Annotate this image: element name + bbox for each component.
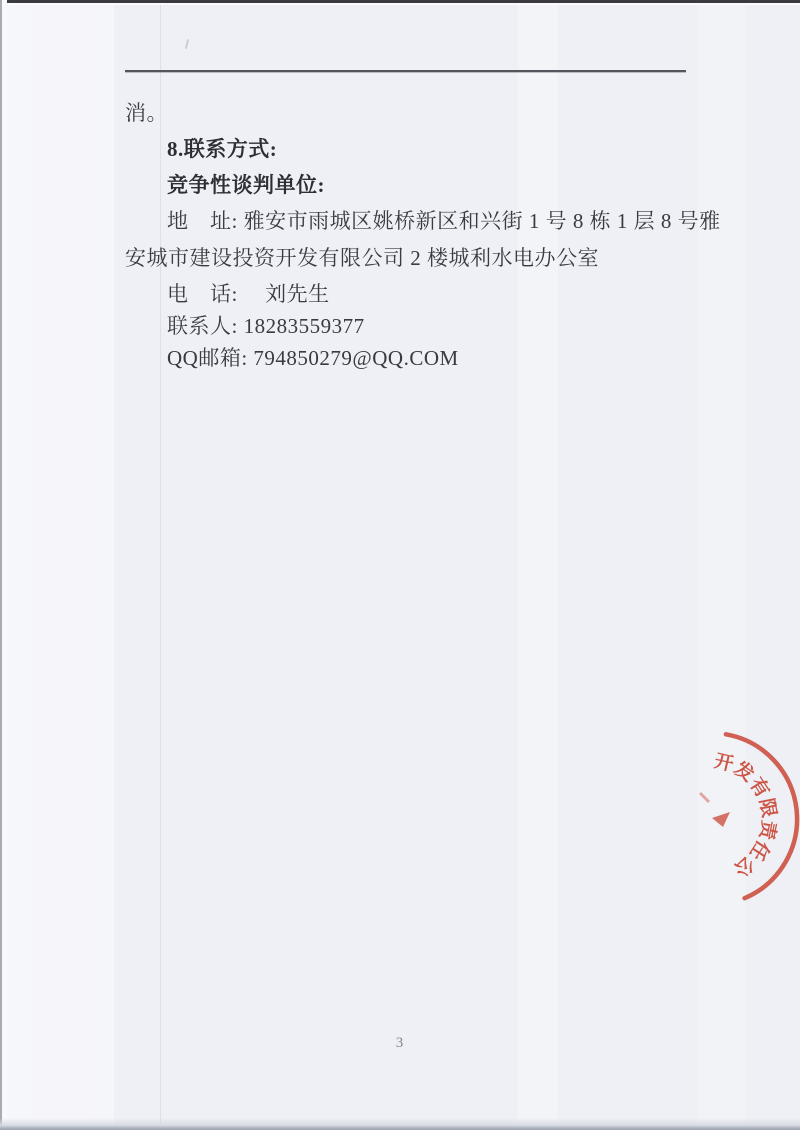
qq-email-line: QQ邮箱: 794850279@QQ.COM (167, 346, 459, 370)
heading-negotiation-unit: 竞争性谈判单位: (167, 173, 325, 197)
faint-mark (185, 39, 189, 49)
header-divider-line (125, 70, 686, 72)
scan-edge-left-light (2, 0, 7, 1130)
contact-person-line: 联系人: 18283559377 (167, 314, 365, 338)
paragraph-end-line: 消。 (125, 101, 168, 125)
seal-ink-smudge (700, 793, 709, 802)
seal-char: 责 (754, 818, 780, 842)
scan-band (0, 0, 114, 1130)
scan-edge-bottom-shadow (0, 1118, 800, 1126)
address-line-2: 安城市建设投资开发有限公司 2 楼城利水电办公室 (125, 246, 599, 270)
seal-char: 发 (729, 758, 758, 787)
phone-line: 电 话: 刘先生 (167, 282, 330, 306)
seal-star-point (712, 812, 730, 827)
scan-band (698, 0, 746, 1130)
scan-edge-top-light (0, 3, 800, 5)
seal-char: 公 (729, 851, 758, 880)
seal-char: 任 (744, 836, 773, 864)
address-line-1: 地 址: 雅安市雨城区姚桥新区和兴街 1 号 8 栋 1 层 8 号雅 (167, 209, 721, 233)
scan-band-edge (160, 0, 161, 1130)
scan-edge-bottom (0, 1126, 800, 1130)
seal-char: 开 (712, 750, 736, 776)
heading-contact-method: 8.联系方式: (167, 137, 278, 161)
page-number: 3 (395, 1035, 405, 1051)
scan-band (518, 0, 558, 1130)
seal-char: 有 (744, 774, 773, 802)
seal-char: 限 (754, 796, 780, 820)
company-seal (612, 713, 800, 923)
